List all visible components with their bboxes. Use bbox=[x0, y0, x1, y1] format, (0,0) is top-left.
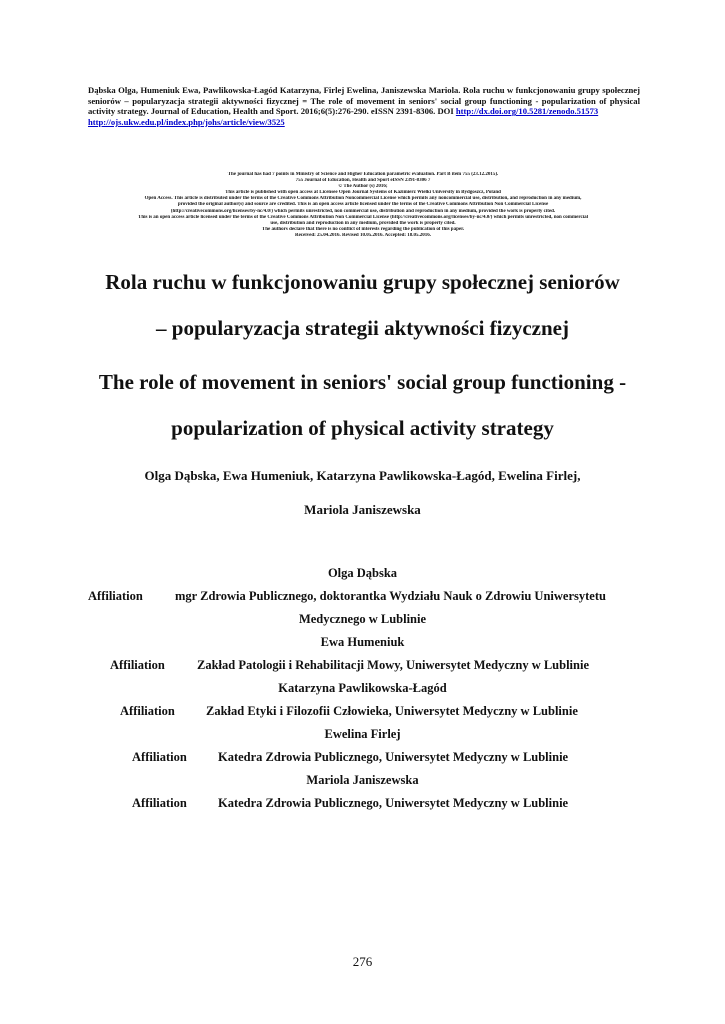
affiliation-text: mgr Zdrowia Publicznego, doktorantka Wydziału Nauk o Zdrowiu Uniwersytetu bbox=[175, 589, 606, 603]
affiliation-label: Affiliation bbox=[132, 750, 187, 764]
license-line: The authors declare that there is no conflict of interests regarding the publication of this paper. bbox=[261, 226, 465, 232]
authors-line2: Mariola Janiszewska bbox=[304, 502, 421, 517]
affiliation-text: Katedra Zdrowia Publicznego, Uniwersytet Medyczny w Lublinie bbox=[218, 750, 569, 764]
license-line: Open Access. This article is distributed under the terms of the Creative Commons Attribution Noncommercial License which permits any noncommercial use, distribution, and reproduction in any medium, bbox=[144, 196, 582, 202]
affiliation-label: Affiliation bbox=[88, 589, 143, 603]
title-english bbox=[40, 362, 685, 448]
affiliation-text: Zakład Etyki i Filozofii Człowieka, Uniwersytet Medyczny w Lublinie bbox=[206, 704, 578, 718]
license-line: The journal has had 7 points in Ministry of Science and Higher Education parametric evaluation. Part B item 755 (23.12.2015). bbox=[227, 172, 499, 177]
doi-link[interactable]: http://dx.doi.org/10.5281/zenodo.51573 bbox=[455, 106, 599, 117]
affiliation-text: Zakład Patologii i Rehabilitacji Mowy, Uniwersytet Medyczny w Lublinie bbox=[197, 658, 590, 672]
affiliation-author-name: Ewelina Firlej bbox=[324, 727, 401, 741]
license-line: use, distribution and reproduction in any medium, provided the work is properly cited. bbox=[270, 220, 456, 226]
license-line: This is an open access article licensed under the terms of the Creative Commons Attribution Non Commercial License (http://creativecommons.org/licenses/by-nc/4.0/) which permits unrestricted, non commercial bbox=[138, 214, 588, 220]
title-polish bbox=[40, 262, 685, 348]
title-polish-line2: – popularyzacja strategii aktywności fizycznej bbox=[156, 316, 569, 340]
license-line: Received: 25.04.2016. Revised 10.05.2016. Accepted: 18.05.2016. bbox=[294, 232, 432, 238]
license-line: 755 Journal of Education, Health and Sport eISSN 2391-8306 7 bbox=[295, 178, 431, 184]
page-number: 276 bbox=[352, 954, 373, 969]
affiliation-label: Affiliation bbox=[120, 704, 175, 718]
author-list bbox=[60, 463, 665, 523]
affiliation-text-continued: Medycznego w Lublinie bbox=[298, 612, 427, 626]
affiliation-label: Affiliation bbox=[132, 796, 187, 810]
authors-line1: Olga Dąbska, Ewa Humeniuk, Katarzyna Pawlikowska-Łagód, Ewelina Firlej, bbox=[144, 468, 581, 483]
license-line: © The Author (s) 2016; bbox=[338, 184, 388, 190]
license-block bbox=[68, 172, 658, 239]
journal-link[interactable]: http://ojs.ukw.edu.pl/index.php/johs/article/view/3525 bbox=[88, 116, 285, 127]
affiliation-author-name: Ewa Humeniuk bbox=[320, 635, 405, 649]
affiliation-label: Affiliation bbox=[110, 658, 165, 672]
affiliation-text: Katedra Zdrowia Publicznego, Uniwersytet Medyczny w Lublinie bbox=[218, 796, 569, 810]
title-polish-line1: Rola ruchu w funkcjonowaniu grupy społecznej seniorów bbox=[105, 270, 620, 294]
license-line: provided the original author(s) and source are credited. This is an open access article licensed under the terms of the Creative Commons Attribution Non Commercial License bbox=[177, 202, 549, 208]
title-english-line1: The role of movement in seniors' social group functioning - bbox=[98, 370, 627, 394]
citation-text: Dąbska Olga, Humeniuk Ewa, Pawlikowska-Łagód Katarzyna, Firlej Ewelina, Janiszewska Mariola. Rola ruchu w funkcjonowaniu grupy społecznej seniorów – popularyzacja strategii aktywności fizycznej = The role of movement in seniors' social group functioning - popularization of physical activity strategy. Journal of Education, Health and Sport. 2016;6(5):276-290. eISSN 2391-8306. DOI bbox=[88, 85, 640, 117]
license-line: This article is published with open access at Licensee Open Journal Systems of Kazimierz Wielki University in Bydgoszcz, Poland bbox=[225, 190, 501, 196]
affiliation-author-name: Olga Dąbska bbox=[327, 566, 398, 580]
affiliation-author-name: Mariola Janiszewska bbox=[306, 773, 419, 787]
affiliation-author-name: Katarzyna Pawlikowska-Łagód bbox=[278, 681, 447, 695]
title-english-line2: popularization of physical activity strategy bbox=[171, 416, 554, 440]
license-line: (http://creativecommons.org/licenses/by-nc/4.0/) which permits unrestricted, non commercial use, distribution and reproduction in any medium, provided the work is properly cited. bbox=[170, 208, 556, 214]
citation-block bbox=[88, 85, 640, 127]
